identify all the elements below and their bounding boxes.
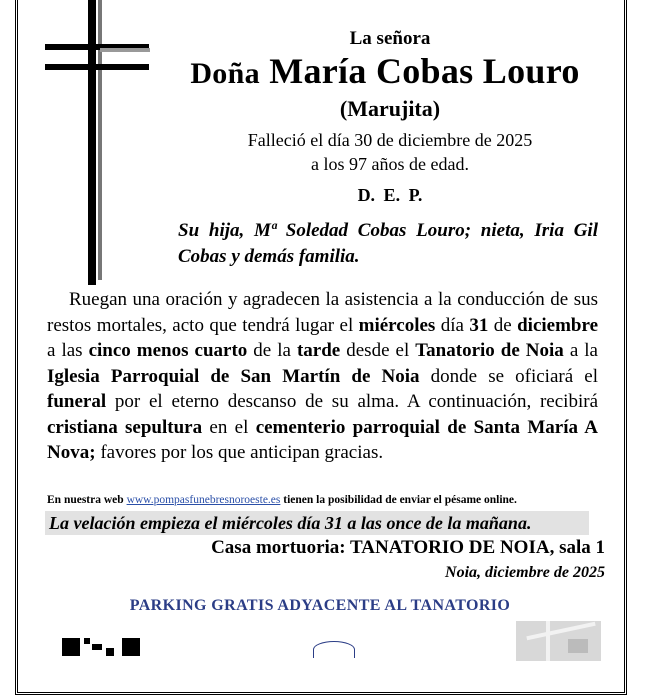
website-link[interactable]: www.pompasfunebresnoroeste.es xyxy=(126,494,281,506)
place-date: Noia, diciembre de 2025 xyxy=(445,564,605,581)
name-text: María Cobas Louro xyxy=(269,51,580,91)
nickname: (Marujita) xyxy=(339,96,441,121)
parking-notice: PARKING GRATIS ADYACENTE AL TANATORIO xyxy=(129,597,511,614)
ceremony-text: Ruegan una oración y agradecen la asistencia a la conducción de sus restos mortales, acto que tendrá lugar el miércoles día 31 de diciembre a las cinco menos cuarto de la tarde desde el Tanatorio de Noia a la Iglesia Parroquial de San Martín de Noia donde se oficiará el funeral por el eterno descanso de su alma. A continuación, recibirá cristiana sepultura en el cementerio parroquial de Santa María A Nova; favores por los que anticipan gracias. xyxy=(47,289,599,463)
deceased-name xyxy=(145,50,625,92)
death-info xyxy=(160,128,620,176)
intro-text: La señora xyxy=(349,28,431,49)
dep-text: D. E. P. xyxy=(357,185,423,205)
death-date: Falleció el día 30 de diciembre de 2025 xyxy=(247,130,533,150)
family-text: Su hija, Mª Soledad Cobas Louro; nieta, Iria Gil Cobas y demás familia. xyxy=(178,220,598,267)
wake-notice: La velación empieza el miércoles día 31 a las once de la mañana. xyxy=(45,511,589,535)
death-age: a los 97 años de edad. xyxy=(311,154,469,174)
funeral-home: Casa mortuoria: TANATORIO DE NOIA, sala 1 xyxy=(211,537,605,558)
web-notice: En nuestra web www.pompasfunebresnoroeste.es tienen la posibilidad de enviar el pésame online. xyxy=(47,494,517,506)
map-thumbnail-icon[interactable] xyxy=(516,621,601,661)
name-prefix: Doña xyxy=(190,57,260,90)
qr-code-icon xyxy=(62,636,142,656)
